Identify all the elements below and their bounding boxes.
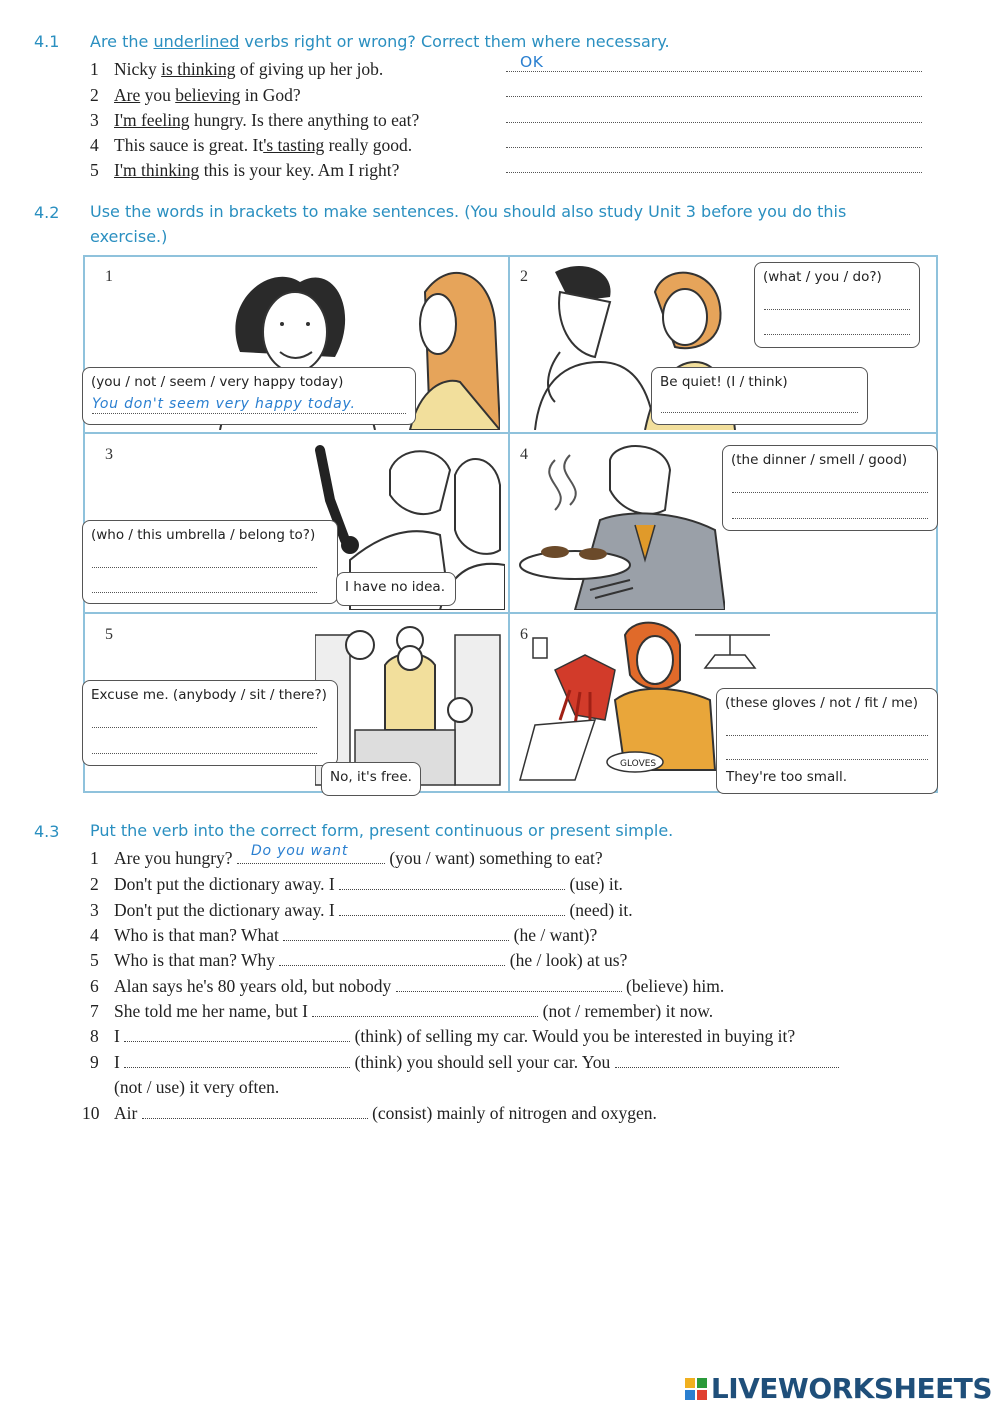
ex41-answer-field-2[interactable]: [506, 96, 922, 97]
panel-number-1: 1: [105, 268, 113, 285]
answer-field-panel-1[interactable]: [92, 413, 406, 414]
ex41-answer-field-5[interactable]: [506, 172, 922, 173]
answer-panel-1: You don't seem very happy today.: [92, 396, 356, 412]
ex43-answer-field-9b[interactable]: [615, 1053, 839, 1068]
speech-bubble-panel-2-reply: [651, 367, 868, 425]
speech-bubble-panel-3-question: [82, 520, 338, 604]
section-title-4-1: Are the underlined verbs right or wrong? Correct them where necessary.: [90, 32, 670, 51]
prompt-panel-4: (the dinner / smell / good): [731, 452, 908, 468]
section-number-4-3: 4.3: [34, 822, 60, 841]
answer-field-panel-6b[interactable]: [726, 759, 928, 760]
answer-field-panel-2b[interactable]: [764, 334, 910, 335]
ex43-item-10: 10 Air (consist) mainly of nitrogen and oxygen.: [82, 1103, 657, 1123]
answer-field-panel-4b[interactable]: [732, 518, 928, 519]
ex43-answer-field-3[interactable]: [339, 901, 565, 916]
answer-field-panel-2c[interactable]: [661, 412, 858, 413]
ex43-item-7: 7 She told me her name, but I (not / remember) it now.: [90, 1001, 714, 1021]
answer-field-panel-3b[interactable]: [92, 592, 317, 593]
ex43-answer-field-5[interactable]: [279, 951, 505, 966]
ex43-answer-field-10[interactable]: [142, 1104, 368, 1119]
gloves-sign: GLOVES: [620, 759, 657, 769]
speech-bubble-panel-6: [716, 688, 938, 794]
liveworksheets-logo: LIVEWORKSHEETS: [685, 1372, 992, 1405]
prompt-panel-6: (these gloves / not / fit / me): [725, 695, 918, 711]
ex43-answer-field-2[interactable]: [339, 875, 565, 890]
section-title-4-2: Use the words in brackets to make sentences. (You should also study Unit 3 before you do this exercise.): [90, 202, 847, 246]
ex43-answer-field-4[interactable]: [283, 926, 509, 941]
prompt-panel-5: Excuse me. (anybody / sit / there?): [91, 687, 327, 703]
answer-field-panel-6a[interactable]: [726, 735, 928, 736]
ex43-answer-field-1[interactable]: Do you want: [237, 849, 385, 864]
answer-field-panel-5a[interactable]: [92, 727, 317, 728]
ex41-answer-field-3[interactable]: [506, 122, 922, 123]
speech-bubble-panel-5-question: [82, 680, 338, 766]
ex41-answer-field-1[interactable]: [506, 71, 922, 72]
reply-panel-3: I have no idea.: [345, 579, 445, 595]
speech-bubble-panel-1: [82, 367, 416, 425]
reply-panel-5: No, it's free.: [330, 769, 412, 785]
grid-divider-row-2: [83, 612, 938, 614]
ex43-item-1: 1 Are you hungry? Do you want (you / want) something to eat?: [90, 843, 603, 868]
ex43-answer-field-9a[interactable]: [124, 1053, 350, 1068]
prompt-panel-1: (you / not / seem / very happy today): [91, 374, 344, 390]
ex41-item-1: 1 Nicky is thinking of giving up her job.: [90, 59, 384, 79]
ex41-item-5: 5 I'm thinking this is your key. Am I right?: [90, 160, 400, 180]
ex41-item-4: 4 This sauce is great. It's tasting really good.: [90, 135, 413, 155]
ex43-item-5: 5 Who is that man? Why (he / look) at us?: [90, 950, 628, 970]
ex43-answer-field-7[interactable]: [312, 1002, 538, 1017]
speech-bubble-panel-3-reply: [336, 572, 456, 606]
reply-panel-6: They're too small.: [726, 769, 848, 785]
prompt-panel-2: (what / you / do?): [763, 269, 882, 285]
prompt-panel-3: (who / this umbrella / belong to?): [91, 527, 316, 543]
panel-number-2: 2: [520, 268, 528, 285]
panel-number-3: 3: [105, 446, 113, 463]
panel-number-5: 5: [105, 626, 113, 643]
ex43-item-9-continued: (not / use) it very often.: [114, 1077, 280, 1097]
speech-bubble-panel-2-question: [754, 262, 920, 348]
grid-divider-row-1: [83, 432, 938, 434]
answer-field-panel-4a[interactable]: [732, 492, 928, 493]
ex43-answer-field-8[interactable]: [124, 1027, 350, 1042]
section-number-4-2: 4.2: [34, 203, 60, 222]
answer-field-panel-2a[interactable]: [764, 309, 910, 310]
ex41-answer-1: OK: [520, 53, 544, 71]
ex41-item-2: 2 Are you believing in God?: [90, 85, 301, 105]
ex43-item-4: 4 Who is that man? What (he / want)?: [90, 925, 598, 945]
reply-panel-2: Be quiet! (I / think): [660, 374, 788, 390]
panel-number-4: 4: [520, 446, 528, 463]
ex43-item-3: 3 Don't put the dictionary away. I (need) it.: [90, 900, 633, 920]
panel-number-6: 6: [520, 626, 528, 643]
ex43-answer-field-6[interactable]: [396, 977, 622, 992]
ex43-item-8: 8 I (think) of selling my car. Would you be interested in buying it?: [90, 1026, 796, 1046]
answer-field-panel-3a[interactable]: [92, 567, 317, 568]
ex41-item-3: 3 I'm feeling hungry. Is there anything to eat?: [90, 110, 420, 130]
ex43-item-9: 9 I (think) you should sell your car. You: [90, 1051, 839, 1073]
grid-divider-vertical: [508, 255, 510, 793]
answer-field-panel-5b[interactable]: [92, 753, 317, 754]
ex43-item-6: 6 Alan says he's 80 years old, but nobody (believe) him.: [90, 976, 725, 996]
ex41-answer-field-4[interactable]: [506, 147, 922, 148]
logo-mark-icon: [685, 1378, 707, 1400]
ex43-item-2: 2 Don't put the dictionary away. I (use) it.: [90, 874, 623, 894]
speech-bubble-panel-4: [722, 445, 938, 531]
speech-bubble-panel-5-reply: [321, 762, 421, 796]
section-number-4-1: 4.1: [34, 32, 60, 51]
illustration-panel-4: [515, 440, 725, 610]
section-title-4-3: Put the verb into the correct form, present continuous or present simple.: [90, 821, 674, 840]
